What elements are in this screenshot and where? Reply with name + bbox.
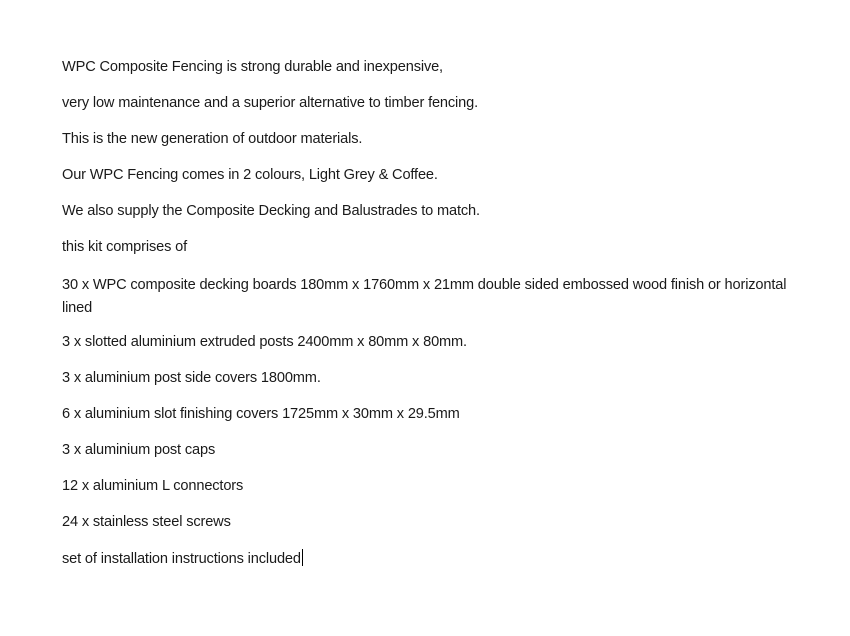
instructions-text: set of installation instructions included <box>62 551 301 567</box>
kit-item-slot-finishing-covers: 6 x aluminium slot finishing covers 1725mm x 30mm x 29.5mm <box>62 406 460 422</box>
paragraph-supply: We also supply the Composite Decking and Balustrades to match. <box>62 203 480 219</box>
document-body[interactable] <box>62 58 802 586</box>
kit-item-post-caps: 3 x aluminium post caps <box>62 442 216 458</box>
kit-item-screws: 24 x stainless steel screws <box>62 514 231 530</box>
paragraph-intro: WPC Composite Fencing is strong durable and inexpensive, <box>62 59 443 75</box>
kit-item-decking-boards: 30 x WPC composite decking boards 180mm x 1760mm x 21mm double sided embossed wood finish or horizontal lined <box>62 277 787 316</box>
kit-item-posts: 3 x slotted aluminium extruded posts 2400mm x 80mm x 80mm. <box>62 334 467 350</box>
paragraph-kit-heading: this kit comprises of <box>62 239 187 255</box>
paragraph-generation: This is the new generation of outdoor materials. <box>62 131 363 147</box>
text-cursor <box>302 549 303 566</box>
paragraph-colours: Our WPC Fencing comes in 2 colours, Light Grey & Coffee. <box>62 167 438 183</box>
kit-item-l-connectors: 12 x aluminium L connectors <box>62 478 244 494</box>
kit-item-instructions <box>62 549 802 569</box>
kit-item-post-side-covers: 3 x aluminium post side covers 1800mm. <box>62 370 321 386</box>
paragraph-maintenance: very low maintenance and a superior alternative to timber fencing. <box>62 95 478 111</box>
